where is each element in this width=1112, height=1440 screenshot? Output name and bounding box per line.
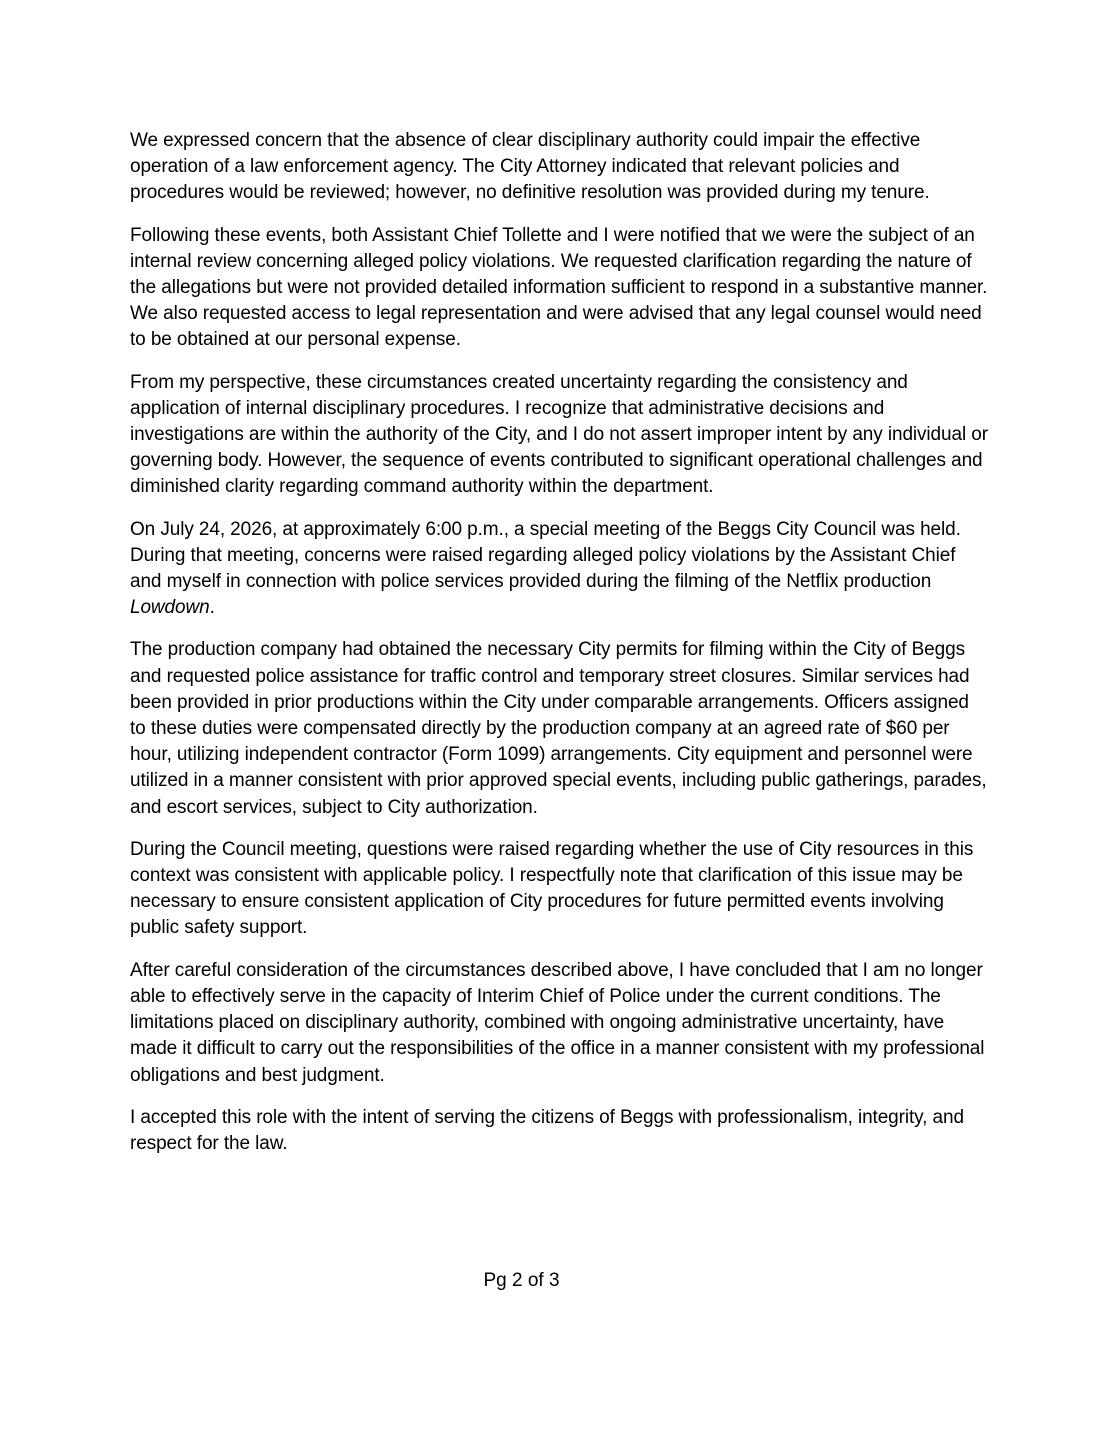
letter-body bbox=[130, 128, 988, 1173]
paragraph-council-meeting bbox=[130, 517, 988, 622]
paragraph-conclusion: After careful consideration of the circumstances described above, I have concluded that I am no longer able to effectively serve in the capacity of Interim Chief of Police under the current conditions. The limitations placed on disciplinary authority, combined with ongoing administrative uncertainty, have made it difficult to carry out the responsibilities of the office in a manner consistent with my professional obligations and best judgment. bbox=[130, 959, 985, 1086]
page-number: Pg 2 of 3 bbox=[483, 1270, 560, 1291]
paragraph-council-meeting-text: On July 24, 2026, at approximately 6:00 p.m., a special meeting of the Beggs City Council was held. During that meeting, concerns were raised regarding alleged policy violations by the Assistant Chief and myself in connection with police services provided during the filming of the Netflix production bbox=[130, 518, 961, 593]
paragraph-production-company: The production company had obtained the necessary City permits for filming within the City of Beggs and requested police assistance for traffic control and temporary street closures. Similar services had been provided in prior productions within the City under comparable arrangements. Officers assigned to these duties were compensated directly by the production company at an agreed rate of $60 per hour, utilizing independent contractor (Form 1099) arrangements. City equipment and personnel were utilized in a manner consistent with prior approved special events, including public gatherings, parades, and escort services, subject to City authorization. bbox=[130, 639, 987, 818]
paragraph-accepted-role: I accepted this role with the intent of serving the citizens of Beggs with professionalism, integrity, and respect for the law. bbox=[130, 1106, 964, 1154]
paragraph-council-meeting-end: . bbox=[209, 597, 215, 619]
production-title: Lowdown bbox=[130, 597, 210, 619]
paragraph-disciplinary-concern: We expressed concern that the absence of clear disciplinary authority could impair the effective operation of a law enforcement agency. The City Attorney indicated that relevant policies and procedures would be reviewed; however, no definitive resolution was provided during my tenure. bbox=[130, 130, 930, 204]
paragraph-internal-review: Following these events, both Assistant Chief Tollette and I were notified that we were the subject of an internal review concerning alleged policy violations. We requested clarification regarding the nature of the allegations but were not provided detailed information sufficient to respond in a substantive manner. We also requested access to legal representation and were advised that any legal counsel would need to be obtained at our personal expense. bbox=[130, 224, 988, 351]
paragraph-perspective: From my perspective, these circumstances created uncertainty regarding the consistency and application of internal disciplinary procedures. I recognize that administrative decisions and investigations are within the authority of the City, and I do not assert improper intent by any individual or governing body. However, the sequence of events contributed to significant operational challenges and diminished clarity regarding command authority within the department. bbox=[130, 371, 988, 498]
paragraph-city-resources: During the Council meeting, questions were raised regarding whether the use of City resources in this context was consistent with applicable policy. I respectfully note that clarification of this issue may be necessary to ensure consistent application of City procedures for future permitted events involving public safety support. bbox=[130, 838, 974, 939]
